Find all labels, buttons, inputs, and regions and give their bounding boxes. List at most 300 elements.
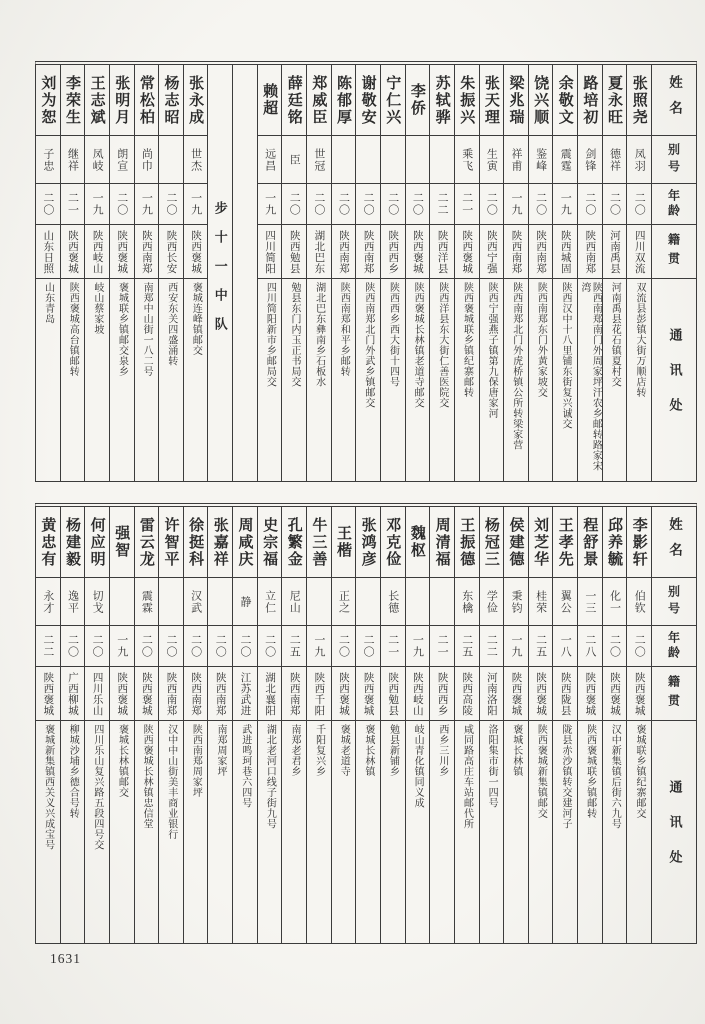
person-alias: 朗宣 — [110, 135, 134, 183]
header-native: 籍贯 — [652, 224, 696, 278]
person-age: 二〇 — [578, 183, 602, 224]
person-alias: 远昌 — [258, 135, 282, 183]
person-alias — [381, 135, 405, 183]
person-alias: 世杰 — [184, 135, 208, 183]
person-age: 二〇 — [159, 183, 183, 224]
person-address: 陕西南郑东门外黄家坡交 — [529, 278, 553, 481]
person-name: 侯建德 — [507, 516, 524, 568]
person-address: 陕西洋县东大街仁善医院交 — [430, 278, 454, 481]
person-column — [603, 65, 628, 481]
person-native: 陕西南郑 — [135, 224, 159, 278]
person-native: 陕西南郑 — [159, 666, 183, 720]
person-name: 饶兴顺 — [532, 74, 549, 126]
person-address: 陕西汉中十八里铺东街复兴诚交 — [553, 278, 577, 481]
person-native: 湖北巴东 — [307, 224, 331, 278]
header-age: 年龄 — [652, 183, 696, 224]
person-age: 二〇 — [480, 183, 504, 224]
person-column — [110, 65, 135, 481]
person-column — [504, 507, 529, 943]
person-age: 二〇 — [110, 183, 134, 224]
person-alias: 化一 — [603, 577, 627, 625]
person-address: 山东青岛 — [36, 278, 60, 481]
person-column — [184, 65, 209, 481]
person-native: 陕西褒城 — [578, 666, 602, 720]
person-native: 陕西陇县 — [553, 666, 577, 720]
person-address: 洛阳集市街一四号 — [480, 720, 504, 943]
person-name: 程舒景 — [581, 516, 598, 568]
person-name: 李侨 — [408, 83, 425, 117]
person-address: 陕西褒城长林镇忠信堂 — [135, 720, 159, 943]
person-native: 陕西褒城 — [356, 666, 380, 720]
person-age: 二五 — [529, 625, 553, 666]
header-column — [652, 65, 696, 481]
person-native: 陕西褒城 — [135, 666, 159, 720]
person-name: 雷云龙 — [137, 516, 154, 568]
person-native: 陕西高陵 — [455, 666, 479, 720]
person-column — [258, 65, 283, 481]
person-column — [578, 507, 603, 943]
person-address: 褒城长林镇 — [504, 720, 528, 943]
person-name: 刘为恕 — [39, 74, 56, 126]
person-name: 周咸庆 — [236, 516, 253, 568]
person-alias: 长德 — [381, 577, 405, 625]
person-column — [61, 507, 86, 943]
person-address: 陕西南郑北门外武乡镇邮交 — [356, 278, 380, 481]
person-age: 一九 — [110, 625, 134, 666]
person-name: 路培初 — [581, 74, 598, 126]
person-column — [258, 507, 283, 943]
person-native: 四川简阳 — [258, 224, 282, 278]
person-name: 陈郁厚 — [335, 74, 351, 126]
blank-divider-column — [233, 65, 258, 481]
person-age: 二〇 — [159, 625, 183, 666]
person-native: 陕西勉县 — [282, 224, 306, 278]
person-address: 陕西南郑和平乡邮转 — [332, 278, 356, 481]
person-column — [110, 507, 135, 943]
person-column — [135, 507, 160, 943]
person-age: 二五 — [282, 625, 306, 666]
unit-label: 步十一中队 — [212, 200, 228, 346]
person-column — [430, 507, 455, 943]
person-name: 魏枢 — [408, 525, 425, 559]
person-native: 陕西南郑 — [529, 224, 553, 278]
person-column — [529, 65, 554, 481]
person-address: 湖北巴东彝南乡石板水 — [307, 278, 331, 481]
header-age: 年龄 — [652, 625, 696, 666]
person-name: 谢敬安 — [359, 74, 376, 126]
unit-divider-column — [208, 65, 233, 481]
person-age: 二一 — [455, 183, 479, 224]
person-alias — [208, 577, 232, 625]
person-name: 张天理 — [482, 74, 499, 126]
person-alias: 世冠 — [307, 135, 331, 183]
person-alias: 鉴峰 — [529, 135, 553, 183]
person-name: 周清福 — [433, 516, 450, 568]
person-age: 二〇 — [406, 183, 430, 224]
person-name: 余敬文 — [556, 74, 573, 126]
person-column — [406, 507, 431, 943]
person-column — [332, 507, 357, 943]
page-number: 1631 — [50, 951, 81, 966]
person-column — [307, 65, 332, 481]
person-alias: 凤岐 — [85, 135, 109, 183]
person-native: 陕西西乡 — [381, 224, 405, 278]
person-column — [36, 507, 61, 943]
person-name: 李荣生 — [63, 74, 80, 126]
person-name: 杨冠三 — [482, 516, 499, 568]
person-address: 褒城连峰镇邮交 — [184, 278, 208, 481]
person-age: 二二 — [430, 183, 454, 224]
person-alias: 生寅 — [480, 135, 504, 183]
person-age: 二〇 — [307, 183, 331, 224]
person-name: 强智 — [113, 525, 130, 559]
person-age: 一九 — [504, 183, 528, 224]
person-column — [184, 507, 209, 943]
person-alias: 祥甫 — [504, 135, 528, 183]
person-column — [381, 65, 406, 481]
person-name: 夏永旺 — [606, 74, 623, 126]
header-alias: 别号 — [652, 135, 696, 183]
person-address: 岐山蔡家坡 — [85, 278, 109, 481]
person-age: 一九 — [553, 183, 577, 224]
person-age: 二一 — [61, 183, 85, 224]
person-native: 陕西褒城 — [455, 224, 479, 278]
person-address: 南郑老君乡 — [282, 720, 306, 943]
person-column — [603, 507, 628, 943]
person-address: 河南禹县花石镇夏村交 — [603, 278, 627, 481]
person-age: 二〇 — [356, 183, 380, 224]
person-native: 江苏武进 — [233, 666, 257, 720]
person-column — [553, 507, 578, 943]
person-native: 河南禹县 — [603, 224, 627, 278]
person-age: 二〇 — [356, 625, 380, 666]
person-age: 一八 — [553, 625, 577, 666]
person-age: 二〇 — [282, 183, 306, 224]
person-native: 陕西褒城 — [529, 666, 553, 720]
person-age: 二〇 — [233, 625, 257, 666]
person-address: 西乡三川乡 — [430, 720, 454, 943]
person-age: 二二 — [480, 625, 504, 666]
person-alias: 切戈 — [85, 577, 109, 625]
person-native: 陕西千阳 — [307, 666, 331, 720]
person-column — [159, 507, 184, 943]
person-alias — [406, 135, 430, 183]
person-native: 陕西褒城 — [110, 666, 134, 720]
person-native: 陕西岐山 — [406, 666, 430, 720]
person-native: 陕西勉县 — [381, 666, 405, 720]
person-native: 陕西南郑 — [356, 224, 380, 278]
person-name: 王志斌 — [88, 74, 105, 126]
person-address: 褒城长林镇邮交 — [110, 720, 134, 943]
person-address: 陇县赤沙镇转交建河子 — [553, 720, 577, 943]
person-column — [233, 507, 258, 943]
header-address: 通讯处 — [652, 720, 696, 943]
person-alias — [110, 577, 134, 625]
person-address: 千阳复兴乡 — [307, 720, 331, 943]
person-address: 汉中中山街美丰商业银行 — [159, 720, 183, 943]
person-alias: 乘飞 — [455, 135, 479, 183]
person-name: 梁兆瑞 — [507, 74, 524, 126]
person-age: 二〇 — [529, 183, 553, 224]
person-column — [307, 507, 332, 943]
person-column — [480, 65, 505, 481]
roster-table-top — [35, 61, 697, 482]
person-native: 山东日照 — [36, 224, 60, 278]
person-alias: 凤羽 — [627, 135, 651, 183]
person-column — [529, 507, 554, 943]
person-alias: 臣 — [282, 135, 306, 183]
person-name: 薛廷铭 — [285, 74, 302, 126]
person-alias — [430, 577, 454, 625]
person-address: 陕西南郑北门外虎桥镇公所转梁家营 — [504, 278, 528, 481]
person-address: 褒城老道寺 — [332, 720, 356, 943]
person-age: 一九 — [504, 625, 528, 666]
person-address: 陕西南郑周家坪 — [184, 720, 208, 943]
person-address: 咸同路高庄车站邮代所 — [455, 720, 479, 943]
person-name: 许智平 — [162, 516, 179, 568]
person-native: 陕西褒城 — [504, 666, 528, 720]
person-alias: 永才 — [36, 577, 60, 625]
person-alias: 桂荣 — [529, 577, 553, 625]
person-name: 苏轼骅 — [433, 74, 450, 126]
person-column — [159, 65, 184, 481]
person-alias: 伯钦 — [627, 577, 651, 625]
blank-cell — [233, 65, 257, 481]
person-column — [356, 507, 381, 943]
person-age: 二〇 — [85, 625, 109, 666]
person-address: 陕西褒城联乡镇纪寨邮转 — [455, 278, 479, 481]
person-native: 湖北襄阳 — [258, 666, 282, 720]
person-age: 二〇 — [603, 183, 627, 224]
person-address: 陕西褒城联乡镇邮转 — [578, 720, 602, 943]
person-name: 朱振兴 — [458, 74, 475, 126]
person-name: 张嘉祥 — [211, 516, 228, 568]
person-address: 岐山青化镇同义成 — [406, 720, 430, 943]
person-column — [455, 65, 480, 481]
person-name: 张明月 — [113, 74, 130, 126]
person-native: 四川乐山 — [85, 666, 109, 720]
person-address: 四川简阳新市乡邮局交 — [258, 278, 282, 481]
person-column — [208, 507, 233, 943]
person-column — [627, 507, 652, 943]
person-name: 杨志昭 — [162, 74, 179, 126]
person-age: 一九 — [406, 625, 430, 666]
person-alias — [159, 577, 183, 625]
person-address: 四川乐山复兴路五段四号交 — [85, 720, 109, 943]
person-age: 二〇 — [627, 625, 651, 666]
person-native: 陕西南郑 — [332, 224, 356, 278]
header-name: 姓名 — [667, 516, 682, 568]
person-native: 陕西西乡 — [430, 666, 454, 720]
person-native: 陕西褒城 — [603, 666, 627, 720]
person-alias: 逸平 — [61, 577, 85, 625]
person-age: 二〇 — [258, 625, 282, 666]
person-column — [480, 507, 505, 943]
person-name: 王楷 — [335, 525, 351, 559]
person-column — [356, 65, 381, 481]
person-address: 双流县彭镇大街万顺店转 — [627, 278, 651, 481]
person-address: 湖北老河口线子街九号 — [258, 720, 282, 943]
person-age: 二八 — [578, 625, 602, 666]
person-age: 一九 — [307, 625, 331, 666]
person-native: 陕西岐山 — [85, 224, 109, 278]
header-alias: 别号 — [652, 577, 696, 625]
person-alias: 震霆 — [553, 135, 577, 183]
person-column — [406, 65, 431, 481]
person-name: 张鸿彦 — [359, 516, 376, 568]
person-native: 陕西褒城 — [332, 666, 356, 720]
person-name: 孔繁金 — [285, 516, 302, 568]
header-native: 籍贯 — [652, 666, 696, 720]
person-address: 陕西褒城高台镇邮转 — [61, 278, 85, 481]
person-age: 二一 — [381, 625, 405, 666]
person-name: 邓克俭 — [384, 516, 401, 568]
person-name: 张照尧 — [630, 74, 647, 126]
person-column — [282, 65, 307, 481]
person-alias: 尚巾 — [135, 135, 159, 183]
person-native: 陕西褒城 — [36, 666, 60, 720]
person-address: 南郑周家坪 — [208, 720, 232, 943]
person-column — [430, 65, 455, 481]
person-alias: 正之 — [332, 577, 356, 625]
person-address: 陕西宁强燕子镇第九保唐家河 — [480, 278, 504, 481]
person-alias — [159, 135, 183, 183]
person-native: 广西柳城 — [61, 666, 85, 720]
person-alias: 立仁 — [258, 577, 282, 625]
person-alias: 子忠 — [36, 135, 60, 183]
person-name: 李影轩 — [630, 516, 647, 568]
person-alias — [356, 135, 380, 183]
person-native: 陕西南郑 — [208, 666, 232, 720]
person-name: 赖超 — [261, 83, 278, 117]
person-column — [578, 65, 603, 481]
person-age: 一九 — [85, 183, 109, 224]
person-address: 陕西褒城新集镇邮交 — [529, 720, 553, 943]
person-age: 一九 — [258, 183, 282, 224]
person-alias: 秉钧 — [504, 577, 528, 625]
roster-table-bottom — [35, 503, 697, 944]
person-column — [85, 507, 110, 943]
person-native: 陕西宁强 — [480, 224, 504, 278]
person-alias — [356, 577, 380, 625]
person-name: 何应明 — [88, 516, 105, 568]
person-alias: 一三 — [578, 577, 602, 625]
person-age: 二〇 — [135, 625, 159, 666]
person-native: 四川双流 — [627, 224, 651, 278]
person-name: 牛三善 — [310, 516, 327, 568]
person-native: 陕西长安 — [159, 224, 183, 278]
person-native: 陕西褒城 — [61, 224, 85, 278]
person-native: 陕西洋县 — [430, 224, 454, 278]
person-address: 南郑中山街一八二号 — [135, 278, 159, 481]
person-address: 陕西西乡西大街十四号 — [381, 278, 405, 481]
person-column — [504, 65, 529, 481]
person-column — [553, 65, 578, 481]
person-native: 河南洛阳 — [480, 666, 504, 720]
person-address: 陕西南郑南门外周家坪汗农乡邮转路家宋湾 — [578, 278, 602, 481]
person-name: 史宗福 — [261, 516, 278, 568]
person-age: 二〇 — [332, 625, 356, 666]
person-alias: 继祥 — [61, 135, 85, 183]
person-name: 徐挺科 — [187, 516, 204, 568]
person-alias: 翼公 — [553, 577, 577, 625]
person-column — [627, 65, 652, 481]
person-address: 褒城新集镇西关义兴成宝号 — [36, 720, 60, 943]
person-name: 张永成 — [187, 74, 204, 126]
person-native: 陕西褒城 — [184, 224, 208, 278]
person-name: 杨建毅 — [63, 516, 80, 568]
header-name: 姓名 — [667, 74, 682, 126]
person-column — [36, 65, 61, 481]
person-name: 王孝先 — [556, 516, 573, 568]
person-column — [85, 65, 110, 481]
person-alias: 尼山 — [282, 577, 306, 625]
person-name: 邱养毓 — [606, 516, 623, 568]
person-column — [282, 507, 307, 943]
person-alias: 静 — [233, 577, 257, 625]
person-name: 刘芝华 — [532, 516, 549, 568]
person-column — [332, 65, 357, 481]
person-column — [381, 507, 406, 943]
person-address: 勉县东门内玉正书局交 — [282, 278, 306, 481]
person-age: 一九 — [135, 183, 159, 224]
person-column — [135, 65, 160, 481]
person-age: 二〇 — [381, 183, 405, 224]
person-name: 常松柏 — [137, 74, 154, 126]
person-name: 郑威臣 — [310, 74, 327, 126]
header-address: 通讯处 — [652, 278, 696, 481]
person-address: 褒城联乡镇纪寨邮交 — [627, 720, 651, 943]
person-age: 二〇 — [184, 625, 208, 666]
person-alias: 震霖 — [135, 577, 159, 625]
person-alias — [430, 135, 454, 183]
person-alias — [307, 577, 331, 625]
person-alias: 东檎 — [455, 577, 479, 625]
person-age: 二一 — [430, 625, 454, 666]
person-age: 二〇 — [36, 183, 60, 224]
person-address: 西安东关四盛涌转 — [159, 278, 183, 481]
person-native: 陕西南郑 — [504, 224, 528, 278]
person-address: 武进鸣珂巷六四号 — [233, 720, 257, 943]
person-address: 勉县新铺乡 — [381, 720, 405, 943]
person-native: 陕西城固 — [553, 224, 577, 278]
person-address: 褒城联乡镇邮交泉乡 — [110, 278, 134, 481]
person-address: 柳城沙埔乡德合号转 — [61, 720, 85, 943]
person-column — [455, 507, 480, 943]
person-age: 二五 — [455, 625, 479, 666]
person-alias — [406, 577, 430, 625]
person-age: 一九 — [184, 183, 208, 224]
person-address: 汉中新集镇后街六九号 — [603, 720, 627, 943]
person-alias — [332, 135, 356, 183]
person-native: 陕西褒城 — [110, 224, 134, 278]
person-address: 褒城长林镇 — [356, 720, 380, 943]
person-native: 陕西褒城 — [627, 666, 651, 720]
person-name: 黄忠有 — [39, 516, 56, 568]
header-column — [652, 507, 696, 943]
person-age: 二〇 — [627, 183, 651, 224]
person-name: 宁仁兴 — [384, 74, 401, 126]
person-alias: 剑锋 — [578, 135, 602, 183]
person-column — [61, 65, 86, 481]
person-alias: 学俭 — [480, 577, 504, 625]
person-alias: 汉武 — [184, 577, 208, 625]
person-age: 二〇 — [332, 183, 356, 224]
person-age: 二〇 — [61, 625, 85, 666]
person-age: 二〇 — [208, 625, 232, 666]
person-address: 陕西褒城长林镇老道寺邮交 — [406, 278, 430, 481]
person-age: 二〇 — [603, 625, 627, 666]
